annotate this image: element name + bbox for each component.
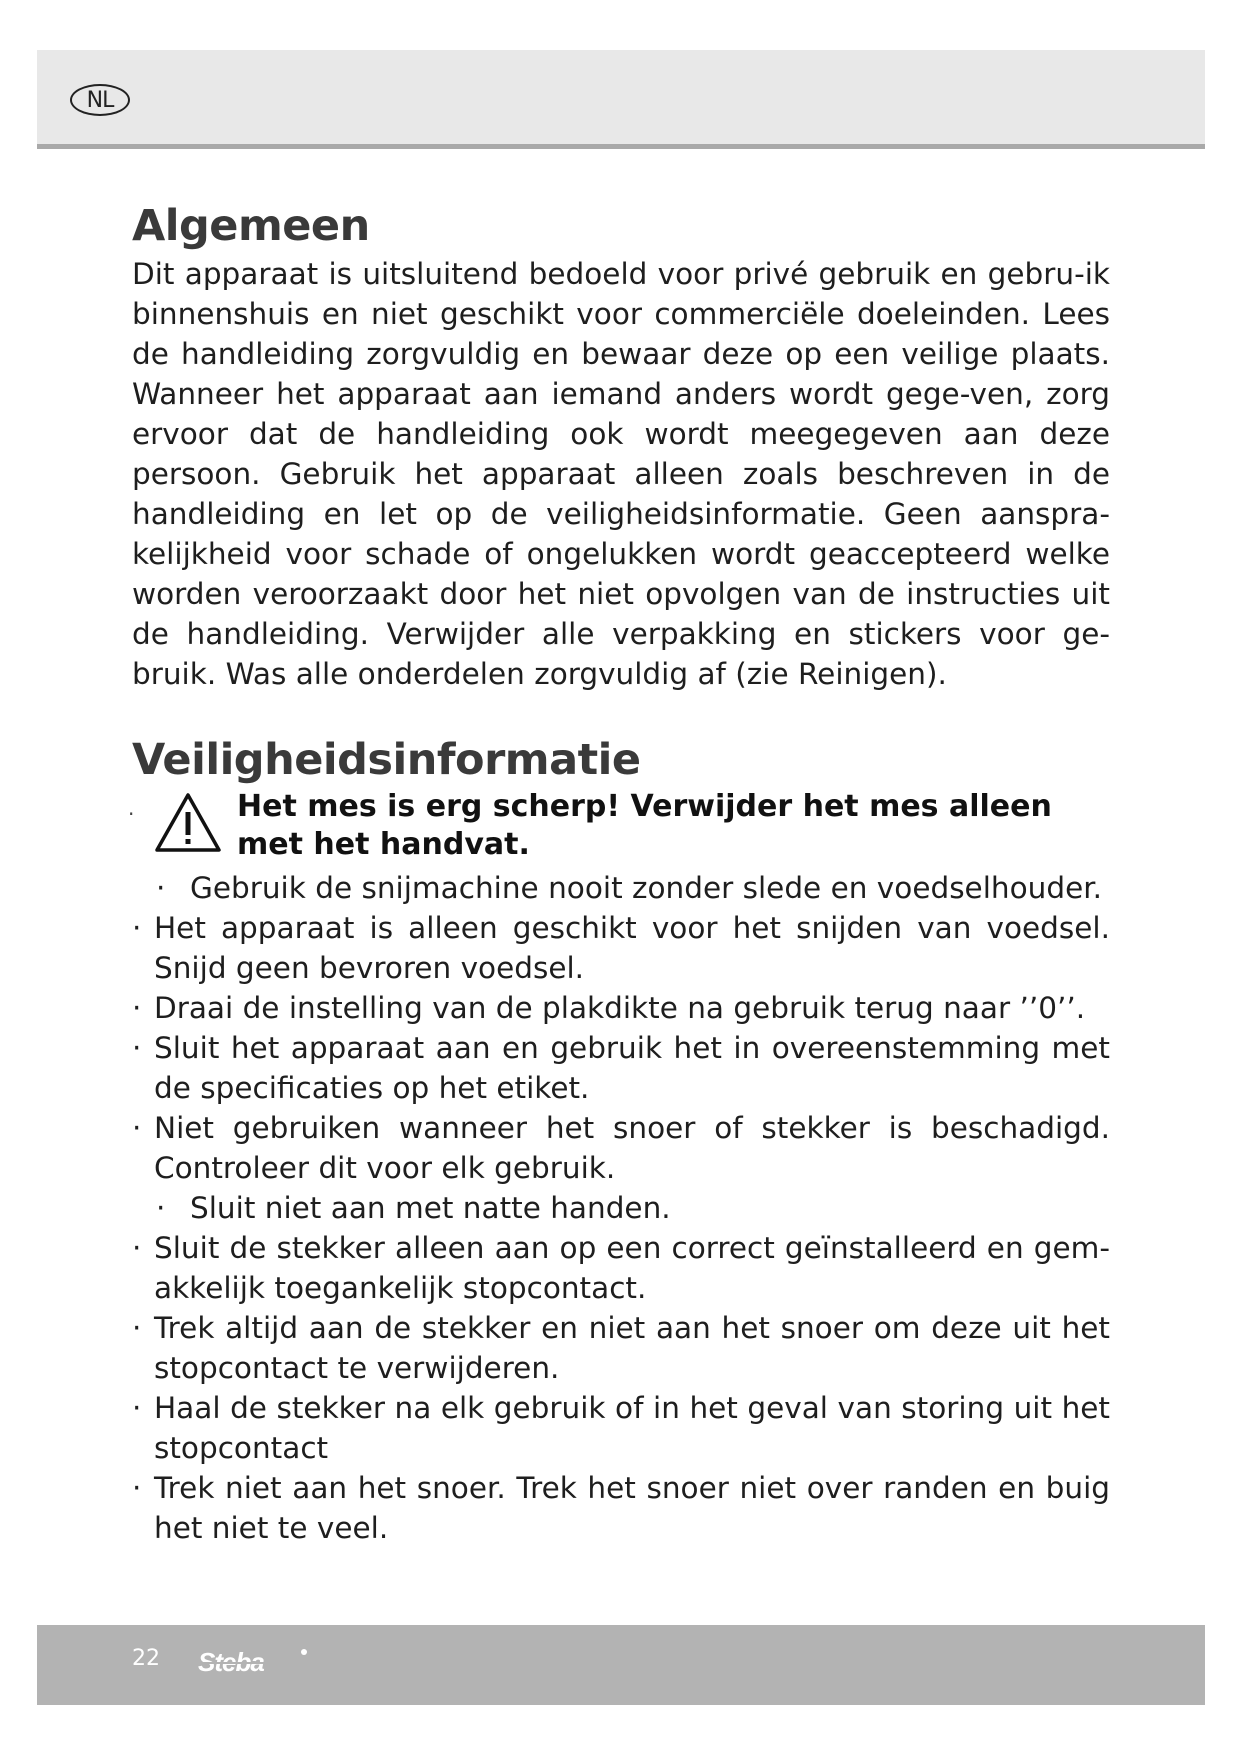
steba-logo-icon [196, 1643, 314, 1683]
bullet: · [128, 802, 135, 826]
safety-item: · Sluit niet aan met natte handen. [156, 1191, 671, 1225]
warning-text: Het mes is erg scherp! Verwijder het mes alleen met het handvat. [237, 789, 1052, 862]
general-paragraph: Dit apparaat is uitsluitend bedoeld voor privé gebruik en gebru-ik binnenshuis en niet geschikt voor commerciële doeleinden. Lees de handleiding zorgvuldig en bewaar deze op een veilige plaats. Wanneer het apparaat aan iemand anders wordt gege-ven, zorg ervoor dat de handleiding ook wordt meegegeven aan deze persoon. Gebruik het apparaat alleen zoals beschreven in de handleiding en let op de veiligheidsinformatie. Geen aanspra-kelijkheid voor schade of ongelukken wordt geaccepteerd welke worden veroorzaakt door het niet opvolgen van de instructies uit de handleiding. Verwijder alle verpakking en stickers voor ge-bruik. Was alle onderdelen zorgvuldig af (zie Reinigen). [132, 257, 1110, 691]
section-title-general: Algemeen [132, 201, 370, 251]
safety-item: · Sluit de stekker alleen aan op een correct geïnstalleerd en gem-akkelijk toegankelijk stopcontact. [132, 1231, 1110, 1305]
safety-list [132, 868, 1110, 1548]
safety-item: · Haal de stekker na elk gebruik of in het geval van storing uit het stopcontact [132, 1391, 1110, 1465]
safety-item: · Sluit het apparaat aan en gebruik het in overeenstemming met de specificaties op het etiket. [132, 1031, 1110, 1105]
language-badge: NL [70, 84, 130, 116]
page-content [128, 200, 1110, 1548]
header-band [37, 50, 1205, 144]
svg-text:Steba: Steba [198, 1647, 264, 1677]
safety-item: · Trek altijd aan de stekker en niet aan het snoer om deze uit het stopcontact te verwijderen. [132, 1311, 1110, 1385]
safety-item: · Trek niet aan het snoer. Trek het snoer niet over randen en buig het niet te veel. [132, 1471, 1110, 1545]
warning-notice [128, 788, 1110, 868]
page-number: 22 [132, 1646, 160, 1671]
safety-item: · Gebruik de snijmachine nooit zonder slede en voedselhouder. [156, 871, 1103, 905]
header-rule [37, 144, 1205, 149]
safety-item: · Draai de instelling van de plakdikte na gebruik terug naar ’’0’’. [132, 991, 1086, 1025]
warning-triangle-icon [154, 792, 222, 854]
section-title-safety: Veiligheidsinformatie [132, 735, 641, 785]
safety-item: · Niet gebruiken wanneer het snoer of stekker is beschadigd. Controleer dit voor elk gebruik. [132, 1111, 1110, 1185]
safety-item: · Het apparaat is alleen geschikt voor het snijden van voedsel. Snijd geen bevroren voedsel. [132, 911, 1110, 985]
